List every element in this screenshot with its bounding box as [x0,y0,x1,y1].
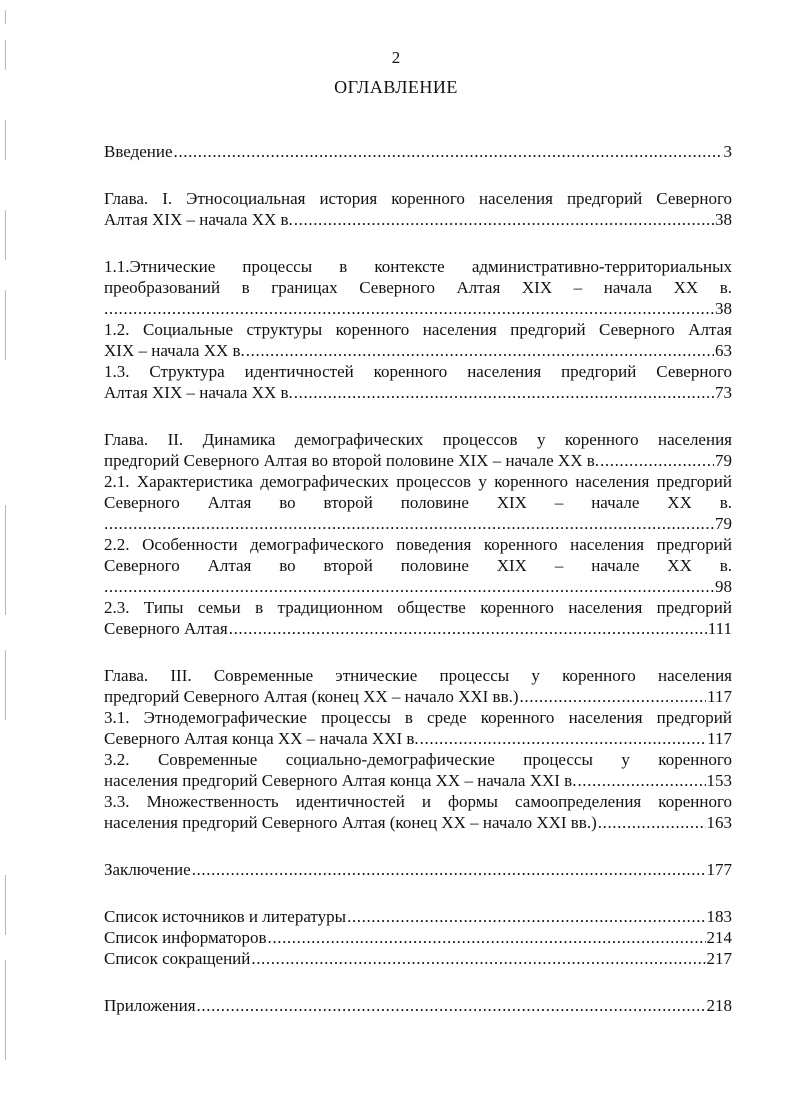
toc-entry-title: 3.2. Современные социально-демографические процессы у коренного [104,750,732,769]
leader-dots [577,770,705,791]
toc-entry-chapter-2[interactable] [104,429,732,471]
leader-dots [251,948,705,969]
leader-dots [420,728,706,749]
toc-entry-page: 163 [706,813,732,832]
toc-entry-conclusion[interactable] [104,859,732,880]
toc-entry-page: 73 [715,383,732,402]
toc-entry-title: Приложения [104,996,196,1015]
leader-dots [268,927,706,948]
leader-dots [294,382,714,403]
toc-entry-section-1-3[interactable] [104,361,732,403]
leader-dots [600,450,714,471]
leader-dots [229,618,707,639]
leader-dots [104,298,714,319]
toc-entry-page: 183 [706,907,732,926]
toc-entry-page: 98 [715,577,732,596]
leader-dots [598,812,706,833]
toc-entry-title-tail: предгорий Северного Алтая во второй половине XIX – начале XX в. [104,451,600,470]
toc-entry-title: Список источников и литературы [104,907,347,926]
toc-entry-intro[interactable] [104,141,732,162]
scan-margin-marks [2,0,12,1094]
toc-entry-section-3-3[interactable] [104,791,732,833]
toc-entry-section-2-3[interactable] [104,597,732,639]
toc-entry-appendices[interactable] [104,995,732,1016]
toc-entry-title: 1.3. Структура идентичностей коренного населения предгорий Северного [104,362,732,381]
toc-entry-title: Список информаторов [104,928,267,947]
leader-dots [174,141,723,162]
table-of-contents [104,141,732,1016]
toc-entry-page: 218 [706,996,732,1015]
toc-entry-page: 38 [715,299,732,318]
toc-entry-title-tail: Алтая XIX – начала XX в. [104,210,293,229]
leader-dots [192,859,706,880]
toc-entry-section-3-2[interactable] [104,749,732,791]
leader-dots [347,906,705,927]
toc-entry-title: 2.1. Характеристика демографических процессов у коренного населения предгорий Северного Алтая во второй половине XIX – начале XX в. [104,472,732,512]
toc-entry-title: Глава. III. Современные этнические процессы у коренного населения [104,666,732,685]
toc-entry-page: 177 [706,860,732,879]
toc-entry-title: Глава. II. Динамика демографических процессов у коренного населения [104,430,732,449]
toc-entry-title: 2.3. Типы семьи в традиционном обществе коренного населения предгорий [104,598,732,617]
leader-dots [294,209,714,230]
toc-entry-section-2-2[interactable] [104,534,732,597]
toc-entry-title: Глава. I. Этносоциальная история коренного населения предгорий Северного [104,189,732,208]
leader-dots [197,995,706,1016]
leader-dots [520,686,707,707]
toc-entry-title: 2.2. Особенности демографического поведения коренного населения предгорий Северного Алтая во второй половине XIX – начале XX в. [104,535,732,575]
toc-entry-page: 79 [715,451,732,470]
toc-entry-title-tail: XIX – начала XX в. [104,341,245,360]
toc-entry-title-tail: предгорий Северного Алтая (конец XX – начало XXI вв.) [104,687,519,706]
toc-entry-informants[interactable] [104,927,732,948]
leader-dots [104,513,714,534]
toc-entry-title-tail: Северного Алтая конца XX – начала XXI в. [104,729,419,748]
toc-entry-title: 1.2. Социальные структуры коренного населения предгорий Северного Алтая [104,320,732,339]
toc-entry-title-tail: населения предгорий Северного Алтая конца XX – начала XXI в. [104,771,577,790]
toc-entry-title: Список сокращений [104,949,251,968]
toc-entry-page: 111 [707,619,732,638]
toc-entry-page: 38 [715,210,732,229]
toc-entry-page: 63 [715,341,732,360]
toc-entry-title-tail: Северного Алтая [104,619,228,638]
toc-title: ОГЛАВЛЕНИЕ [334,77,458,97]
toc-entry-title-tail: населения предгорий Северного Алтая (конец XX – начало XXI вв.) [104,813,597,832]
toc-entry-title: Введение [104,142,173,161]
leader-dots [246,340,714,361]
toc-entry-section-1-1[interactable] [104,256,732,319]
toc-entry-title-tail: Алтая XIX – начала XX в. [104,383,293,402]
toc-entry-title: 1.1.Этнические процессы в контексте административно-территориальных преобразований в границах Северного Алтая XIX – начала XX в. [104,257,732,297]
toc-entry-page: 217 [706,949,732,968]
toc-entry-title: 3.3. Множественность идентичностей и формы самоопределения коренного [104,792,732,811]
toc-entry-page: 79 [715,514,732,533]
toc-entry-section-1-2[interactable] [104,319,732,361]
toc-entry-page: 3 [723,142,732,161]
toc-entry-sources[interactable] [104,906,732,927]
toc-entry-page: 153 [706,771,732,790]
toc-entry-abbreviations[interactable] [104,948,732,969]
page-number: 2 [391,48,401,67]
toc-entry-page: 117 [707,729,732,748]
toc-entry-title: Заключение [104,860,191,879]
toc-entry-page: 117 [707,687,732,706]
toc-entry-section-2-1[interactable] [104,471,732,534]
toc-entry-section-3-1[interactable] [104,707,732,749]
toc-entry-page: 214 [706,928,732,947]
leader-dots [104,576,714,597]
toc-entry-title: 3.1. Этнодемографические процессы в среде коренного населения предгорий [104,708,732,727]
toc-entry-chapter-3[interactable] [104,665,732,707]
toc-entry-chapter-1[interactable] [104,188,732,230]
